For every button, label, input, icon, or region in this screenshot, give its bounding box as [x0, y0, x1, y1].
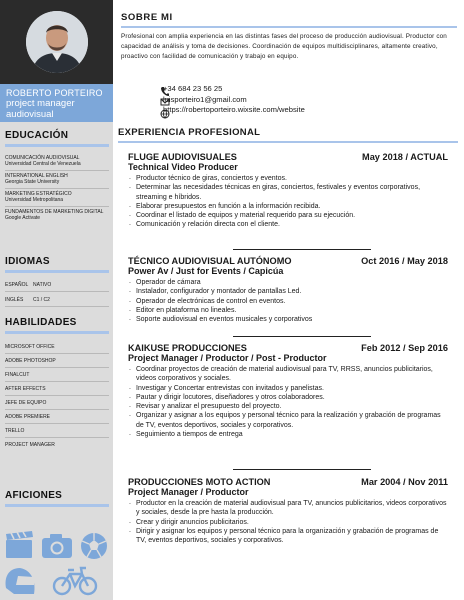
job-entry: [128, 152, 448, 230]
camera-icon: [42, 534, 72, 558]
language-level: NATIVO: [33, 282, 52, 288]
profile-photo: [26, 11, 88, 73]
language-row: [5, 279, 109, 292]
right-column: [113, 0, 464, 600]
hobby-icons: [4, 530, 112, 598]
language-name: ESPAÑOL: [5, 282, 29, 288]
job-bullet: . Organizar y asignar a los equipos y personal técnico para la realización y grabación de programas de TV, eventos deportivos, sociales y corporativos.: [128, 411, 448, 430]
languages-divider: [5, 270, 109, 273]
job-bullet: . Operador de electrónicas de control en eventos.: [128, 297, 448, 306]
skills-divider: [5, 331, 109, 334]
language-name: INGLÉS: [5, 297, 24, 303]
job-separator: [233, 469, 371, 470]
job-separator: [233, 336, 371, 337]
education-school: Universidad Central de Venezuela: [5, 161, 81, 167]
bicycle-icon: [54, 568, 96, 594]
job-bullet: . Coordinar proyectos de creación de material audiovisual para TV, RRSS, anuncios publicitarios, videos corporativos y sociales.: [128, 365, 448, 384]
contact-phone[interactable]: +34 684 23 56 25: [163, 84, 223, 93]
contact-email[interactable]: luisporteiro1@gmail.com: [163, 94, 247, 104]
languages-section: [5, 256, 109, 307]
job-company: PRODUCCIONES MOTO ACTION: [128, 477, 271, 487]
experience-heading: EXPERIENCIA PROFESIONAL: [118, 127, 261, 138]
job-bullet: . Revisar y analizar el presupuesto del proyecto.: [128, 402, 448, 411]
job-bullet: . Seguimiento a tiempos de entrega: [128, 430, 448, 439]
education-school: Google Activate: [5, 215, 41, 221]
education-title: INTERNATIONAL ENGLISH: [5, 173, 68, 179]
job-title: Power Av / Just for Events / Capicúa: [128, 266, 284, 276]
language-row: [5, 294, 109, 307]
job-bullet: . Productor técnico de giras, conciertos y eventos.: [128, 174, 448, 183]
job-separator: [233, 249, 371, 250]
education-school: Universidad Metropolitana: [5, 197, 64, 203]
skill-item: FINALCUT: [5, 368, 109, 382]
job-title: Project Manager / Productor / Post - Productor: [128, 353, 327, 363]
job-bullet: . Instalador, configurador y montador de pantallas Led.: [128, 287, 448, 296]
skill-item: ADOBE PHOTOSHOP: [5, 354, 109, 368]
job-entry: [128, 477, 448, 545]
left-column: [0, 0, 113, 600]
education-divider: [5, 144, 109, 147]
languages-heading: IDIOMAS: [5, 256, 50, 267]
job-bullet: . Editor en plataforma no lineales.: [128, 306, 448, 315]
education-item: [5, 207, 109, 224]
education-item: [5, 153, 109, 171]
job-title: Project Manager / Productor: [128, 487, 249, 497]
job-bullet: . Soporte audiovisual en eventos musicales y corporativos: [128, 315, 448, 324]
job-dates: Oct 2016 / May 2018: [361, 256, 448, 266]
about-section: [121, 12, 457, 62]
name-banner: [0, 84, 113, 122]
experience-divider: [118, 141, 458, 143]
skill-item: TRELLO: [5, 424, 109, 438]
education-heading: EDUCACIÓN: [5, 130, 69, 141]
skills-section: [5, 317, 109, 451]
contact-block: [163, 84, 453, 116]
education-item: [5, 171, 109, 189]
job-bullet: . Elaborar presupuestos en función a la información recibida.: [128, 202, 448, 211]
person-role: project manager audiovisual: [6, 98, 75, 120]
clapperboard-icon: [6, 531, 33, 558]
hobbies-section: [5, 490, 109, 507]
education-item: [5, 189, 109, 207]
hobbies-divider: [5, 504, 109, 507]
job-bullet: . Dirigir y asignar los equipos y personal técnico para la organización y grabación de programas de TV, eventos deportivos, sociales y corporativos.: [128, 527, 448, 546]
education-section: [5, 130, 109, 224]
skill-item: ADOBE PREMIERE: [5, 410, 109, 424]
job-bullet: . Productor en la creación de material audiovisual para TV, anuncios publicitarios, videos corporativos y sociales, desde la pre hasta la producción.: [128, 499, 448, 518]
job-bullet: . Coordinar el listado de equipos y material requerido para su ejecución.: [128, 211, 448, 220]
job-bullet: . Investigar y Concertar entrevistas con invitados y panelistas.: [128, 384, 448, 393]
job-bullet: . Operador de cámara: [128, 278, 448, 287]
education-title: FUNDAMENTOS DE MARKETING DIGITAL: [5, 209, 104, 215]
helmet-icon: [6, 568, 35, 594]
job-dates: Feb 2012 / Sep 2016: [361, 343, 448, 353]
experience-section-header: [118, 127, 458, 143]
job-bullet: . Crear y dirigir anuncios publicitarios.: [128, 518, 448, 527]
job-dates: Mar 2004 / Nov 2011: [361, 477, 448, 487]
job-company: KAIKUSE PRODUCCIONES: [128, 343, 247, 353]
job-entry: [128, 256, 448, 324]
about-heading: SOBRE MI: [121, 12, 173, 23]
job-bullet: . Pautar y dirigir locutores, diseñadores y otros colaboradores.: [128, 393, 448, 402]
soccer-ball-icon: [81, 533, 107, 559]
job-dates: May 2018 / ACTUAL: [362, 152, 448, 162]
job-bullet: . Determinar las necesidades técnicas en giras, conciertos, festivales y eventos corporativos, streaming e híbridos.: [128, 183, 448, 202]
education-title: COMUNICACIÓN AUDIOVISUAL: [5, 155, 80, 161]
job-bullet: . Comunicación y relación directa con el cliente.: [128, 220, 448, 229]
profile-photo-frame: [0, 0, 113, 84]
job-entry: [128, 343, 448, 439]
skills-heading: HABILIDADES: [5, 317, 77, 328]
about-text: Profesional con amplia experiencia en las distintas fases del proceso de producción audiovisual. Productor con capacidad de análisis y toma de decisiones. Coordinación de equipos multidisciplinares, altamente creativo, proactivo con facilidad de comunicación y trabajo en equipo.: [121, 33, 447, 60]
skill-item: MICROSOFT OFFICE: [5, 340, 109, 354]
job-company: TÉCNICO AUDIOVISUAL AUTÓNOMO: [128, 256, 292, 266]
skill-item: PROJECT MANAGER: [5, 442, 55, 448]
about-divider: [121, 26, 457, 28]
hobbies-heading: AFICIONES: [5, 490, 63, 501]
job-company: FLUGE AUDIOVISUALES: [128, 152, 237, 162]
person-name: ROBERTO PORTEIRO: [6, 88, 103, 98]
education-title: MARKETING ESTRATÉGICO: [5, 191, 72, 197]
language-level: C1 / C2: [33, 297, 50, 303]
job-title: Technical Video Producer: [128, 162, 238, 172]
contact-website[interactable]: https://robertoporteiro.wixsite.com/website: [163, 105, 305, 114]
education-school: Georgia State University: [5, 179, 60, 185]
skill-item: JEFE DE EQUIPO: [5, 396, 109, 410]
skill-item: AFTER EFFECTS: [5, 382, 109, 396]
